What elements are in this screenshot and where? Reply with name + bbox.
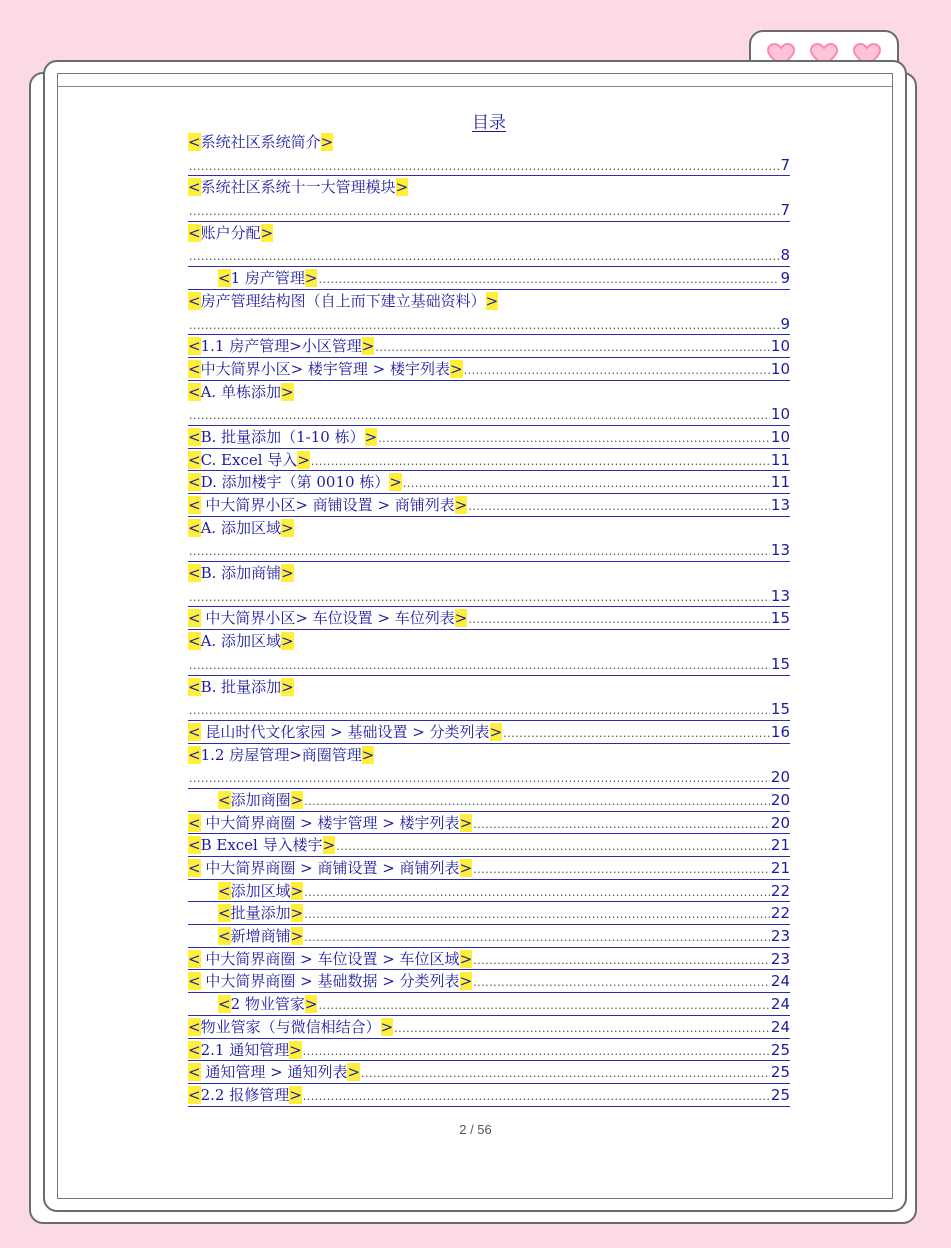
- toc-entry-text: B. 批量添加（1-10 栋）: [200, 427, 365, 446]
- toc-entry[interactable]: [188, 1061, 790, 1084]
- toc-entry[interactable]: [188, 902, 790, 925]
- highlight-bracket: >: [395, 178, 409, 197]
- toc-page-number: 20: [770, 813, 790, 832]
- toc-entry-text: 2.1 通知管理: [200, 1040, 290, 1059]
- toc-entry-text: 新增商铺: [230, 927, 291, 946]
- highlight-bracket: <: [188, 1017, 201, 1036]
- toc-entry[interactable]: [188, 358, 790, 381]
- toc-page-number: 13: [770, 541, 790, 560]
- toc-entry-text: 中大简界商圈 > 商铺设置 > 商铺列表: [200, 859, 460, 877]
- toc-entry[interactable]: [188, 857, 790, 880]
- toc-page-number: 13: [770, 586, 790, 605]
- highlight-bracket: >: [489, 722, 503, 741]
- toc-page-number: 25: [770, 1085, 790, 1104]
- highlight-bracket: >: [459, 949, 473, 968]
- highlight-bracket: >: [280, 518, 294, 537]
- highlight-bracket: <: [188, 133, 201, 151]
- toc-entry-label: [188, 176, 408, 199]
- toc-page-number: 9: [780, 314, 790, 333]
- toc-entry-text: A. 添加区域: [200, 632, 281, 651]
- highlight-bracket: >: [280, 382, 294, 401]
- highlight-bracket: >: [459, 859, 473, 877]
- toc-entry-label: [218, 267, 317, 290]
- toc-entry[interactable]: [188, 562, 790, 585]
- toc-page-number: 23: [770, 927, 790, 946]
- toc-entry[interactable]: [188, 880, 790, 903]
- toc-page-number: 22: [770, 904, 790, 923]
- highlight-bracket: <: [188, 836, 201, 855]
- toc-page-number: 9: [780, 269, 790, 288]
- leader-dots: [189, 768, 770, 791]
- toc-entry[interactable]: [188, 630, 790, 653]
- leader-dots: [189, 587, 770, 610]
- toc-page-number: 11: [770, 450, 790, 469]
- toc-page-number: 10: [770, 427, 790, 446]
- toc-entry[interactable]: [188, 970, 790, 993]
- toc-entry[interactable]: [188, 766, 790, 789]
- leader-dots: [189, 246, 779, 269]
- highlight-bracket: <: [188, 972, 201, 991]
- toc-entry-label: [188, 426, 377, 449]
- toc-entry-text: 房产管理结构图（自上而下建立基础资料）: [200, 291, 486, 310]
- toc-entry[interactable]: [188, 948, 790, 971]
- toc-page-number: 15: [770, 654, 790, 673]
- toc-entry-label: [188, 1016, 393, 1039]
- leader-dots: [311, 451, 770, 474]
- toc-entry-text: 物业管家（与微信相结合）: [200, 1017, 381, 1036]
- highlight-bracket: <: [188, 382, 201, 401]
- toc-page-number: 10: [770, 405, 790, 424]
- toc-page-number: 21: [770, 859, 790, 877]
- toc-entry-text: 系统社区系统简介: [200, 133, 321, 151]
- toc-page-number: 20: [770, 768, 790, 787]
- toc-entry[interactable]: [188, 1039, 790, 1062]
- toc-entry[interactable]: [188, 335, 790, 358]
- highlight-bracket: <: [188, 722, 201, 741]
- toc-entry[interactable]: [188, 607, 790, 630]
- toc-entry-label: [188, 970, 472, 993]
- toc-entry[interactable]: [188, 812, 790, 835]
- highlight-bracket: <: [188, 813, 201, 832]
- toc-entry-text: 1.1 房产管理>小区管理: [200, 337, 362, 356]
- toc-entry[interactable]: [188, 176, 790, 199]
- toc-entry-text: 中大简界小区> 商铺设置 > 商铺列表: [200, 496, 455, 514]
- toc-entry-text: 中大简界商圈 > 车位设置 > 车位区域: [200, 949, 460, 968]
- toc-entry[interactable]: [188, 698, 790, 721]
- leader-dots: [464, 360, 770, 383]
- toc-entry[interactable]: [188, 1084, 790, 1107]
- leader-dots: [503, 723, 770, 746]
- toc-entry-label: [188, 562, 294, 585]
- toc-entry-label: [188, 335, 374, 358]
- highlight-bracket: <: [188, 1085, 201, 1104]
- highlight-bracket: >: [290, 881, 304, 900]
- toc-entry-label: [188, 948, 472, 971]
- leader-dots: [375, 337, 770, 360]
- toc-page-number: 25: [770, 1063, 790, 1082]
- highlight-bracket: <: [188, 427, 201, 446]
- toc-entry[interactable]: [188, 653, 790, 676]
- toc-entry-label: [188, 721, 502, 744]
- toc-entry[interactable]: [188, 244, 790, 267]
- toc-page-number: 20: [770, 790, 790, 809]
- leader-dots: [189, 315, 779, 338]
- highlight-bracket: <: [188, 1040, 201, 1059]
- toc-entry-label: [188, 1061, 360, 1084]
- toc-entry-label: [188, 676, 294, 699]
- toc-page-number: 7: [780, 155, 790, 174]
- toc-entry-label: [218, 902, 303, 925]
- highlight-bracket: >: [304, 995, 318, 1014]
- toc-entry-text: B. 批量添加: [200, 677, 282, 696]
- toc-entry[interactable]: [188, 267, 790, 290]
- toc-page-number: 8: [780, 246, 790, 265]
- highlight-bracket: >: [459, 813, 473, 832]
- toc-entry-text: 添加区域: [230, 881, 291, 900]
- highlight-bracket: >: [485, 291, 499, 310]
- highlight-bracket: <: [218, 269, 231, 288]
- toc-entry-text: 批量添加: [230, 904, 291, 923]
- page-indicator: 2 / 56: [459, 1122, 492, 1137]
- toc-page-number: 23: [770, 949, 790, 968]
- highlight-bracket: >: [290, 904, 304, 923]
- toc-entry-label: [188, 381, 294, 404]
- toc-entry[interactable]: [188, 131, 790, 154]
- toc-entry-text: 2 物业管家: [230, 995, 305, 1014]
- toc-entry[interactable]: [188, 789, 790, 812]
- highlight-bracket: <: [188, 291, 201, 310]
- toc-entry-text: 中大简界小区> 车位设置 > 车位列表: [200, 609, 455, 628]
- highlight-bracket: <: [188, 859, 201, 877]
- leader-dots: [403, 473, 770, 496]
- highlight-bracket: <: [188, 223, 201, 242]
- toc-entry-text: A. 单栋添加: [200, 382, 281, 401]
- toc-entry-label: [188, 607, 467, 630]
- highlight-bracket: >: [361, 337, 375, 356]
- toc-page-number: 10: [770, 359, 790, 378]
- leader-dots: [189, 405, 770, 428]
- toc-entry-text: 1.2 房屋管理>商圈管理: [200, 745, 362, 764]
- highlight-bracket: >: [260, 223, 274, 242]
- toc-entry[interactable]: [188, 744, 790, 767]
- highlight-bracket: <: [188, 496, 201, 514]
- highlight-bracket: <: [218, 995, 231, 1014]
- leader-dots: [189, 541, 770, 564]
- toc-entry-label: [218, 880, 303, 903]
- toc-entry-label: [188, 471, 402, 494]
- toc-entry-text: 添加商圈: [230, 790, 291, 809]
- highlight-bracket: >: [389, 473, 402, 492]
- leader-dots: [394, 1018, 770, 1041]
- highlight-bracket: >: [450, 359, 463, 378]
- toc-title[interactable]: 目录: [472, 113, 506, 133]
- leader-dots: [304, 904, 770, 927]
- toc-entry-text: C. Excel 导入: [200, 450, 298, 469]
- highlight-bracket: <: [218, 927, 231, 946]
- highlight-bracket: >: [290, 790, 304, 809]
- highlight-bracket: >: [361, 745, 375, 764]
- highlight-bracket: <: [188, 609, 201, 628]
- toc-entry[interactable]: [188, 154, 790, 177]
- toc-entry-text: D. 添加楼宇（第 0010 栋）: [200, 473, 390, 492]
- leader-dots: [304, 927, 770, 950]
- toc-entry-label: [188, 358, 463, 381]
- toc-entry[interactable]: [188, 585, 790, 608]
- toc-page-number: 13: [770, 496, 790, 514]
- highlight-bracket: <: [218, 881, 231, 900]
- toc-entry-label: [188, 630, 294, 653]
- toc-entry[interactable]: [188, 494, 790, 517]
- leader-dots: [361, 1063, 770, 1086]
- highlight-bracket: >: [281, 564, 294, 583]
- toc-page-number: 10: [770, 337, 790, 356]
- toc-entry[interactable]: [188, 539, 790, 562]
- highlight-bracket: <: [188, 450, 201, 469]
- toc-entry-label: [188, 131, 333, 154]
- toc-entry-text: B. 添加商铺: [200, 564, 282, 583]
- toc-entry-label: [188, 517, 294, 540]
- toc-entry[interactable]: [188, 471, 790, 494]
- leader-dots: [304, 791, 770, 814]
- toc-entry-label: [188, 744, 374, 767]
- toc-entry[interactable]: [188, 834, 790, 857]
- leader-dots: [189, 156, 779, 179]
- highlight-bracket: <: [188, 745, 201, 764]
- page-top-rule: [58, 86, 892, 87]
- leader-dots: [473, 859, 770, 882]
- toc-page-number: 15: [770, 609, 790, 628]
- highlight-bracket: >: [454, 496, 468, 514]
- leader-dots: [318, 995, 769, 1018]
- toc-entry[interactable]: [188, 199, 790, 222]
- toc-entry-label: [218, 993, 317, 1016]
- highlight-bracket: >: [289, 1040, 302, 1059]
- highlight-bracket: >: [322, 836, 336, 855]
- leader-dots: [189, 655, 770, 678]
- highlight-bracket: <: [188, 677, 201, 696]
- toc-entry-label: [188, 834, 335, 857]
- toc-entry-text: 昆山时代文化家园 > 基础设置 > 分类列表: [200, 722, 490, 741]
- leader-dots: [473, 972, 770, 995]
- toc-entry[interactable]: [188, 721, 790, 744]
- leader-dots: [189, 201, 779, 224]
- toc-page-number: 24: [770, 1017, 790, 1036]
- leader-dots: [336, 836, 770, 859]
- toc-page-number: 22: [770, 881, 790, 900]
- toc-page-number: 24: [770, 972, 790, 991]
- leader-dots: [304, 882, 770, 905]
- highlight-bracket: >: [290, 927, 304, 946]
- highlight-bracket: <: [188, 632, 201, 651]
- toc-page-number: 25: [770, 1040, 790, 1059]
- leader-dots: [303, 1041, 770, 1064]
- highlight-bracket: <: [188, 337, 201, 356]
- toc-page-number: 24: [770, 995, 790, 1014]
- table-of-contents: [188, 131, 790, 1107]
- toc-entry[interactable]: [188, 449, 790, 472]
- highlight-bracket: <: [188, 1063, 201, 1082]
- toc-entry-label: [188, 1039, 302, 1062]
- toc-entry[interactable]: [188, 222, 790, 245]
- highlight-bracket: >: [364, 427, 378, 446]
- toc-entry[interactable]: [188, 925, 790, 948]
- highlight-bracket: <: [218, 904, 231, 923]
- toc-page-number: 7: [780, 201, 790, 220]
- highlight-bracket: <: [188, 473, 201, 492]
- toc-entry[interactable]: [188, 517, 790, 540]
- toc-entry-text: 1 房产管理: [230, 269, 305, 288]
- leader-dots: [318, 269, 779, 292]
- toc-page-number: 16: [770, 722, 790, 741]
- toc-entry-label: [188, 857, 472, 880]
- highlight-bracket: >: [320, 133, 334, 151]
- highlight-bracket: >: [459, 972, 473, 991]
- toc-entry-text: 通知管理 > 通知列表: [200, 1063, 348, 1082]
- leader-dots: [378, 428, 770, 451]
- highlight-bracket: >: [297, 450, 310, 469]
- toc-entry-text: 2.2 报修管理: [200, 1085, 290, 1104]
- toc-entry-text: B Excel 导入楼宇: [200, 836, 323, 855]
- highlight-bracket: <: [218, 790, 231, 809]
- toc-entry-label: [188, 1084, 302, 1107]
- highlight-bracket: <: [188, 178, 201, 197]
- toc-entry[interactable]: [188, 381, 790, 404]
- highlight-bracket: >: [347, 1063, 361, 1082]
- toc-entry-text: 中大简界小区> 楼宇管理 > 楼宇列表: [200, 359, 451, 378]
- leader-dots: [189, 700, 770, 723]
- highlight-bracket: >: [281, 677, 294, 696]
- toc-entry-text: 账户分配: [200, 223, 261, 242]
- toc-page-number: 21: [770, 836, 790, 855]
- highlight-bracket: >: [380, 1017, 394, 1036]
- toc-entry-label: [188, 449, 310, 472]
- toc-entry-label: [188, 222, 273, 245]
- highlight-bracket: >: [454, 609, 468, 628]
- leader-dots: [468, 496, 770, 519]
- highlight-bracket: <: [188, 564, 201, 583]
- leader-dots: [473, 950, 770, 973]
- toc-entry[interactable]: [188, 993, 790, 1016]
- toc-entry-label: [188, 812, 472, 835]
- toc-page-number: 15: [770, 700, 790, 719]
- highlight-bracket: >: [280, 632, 294, 651]
- toc-page-number: 11: [770, 473, 790, 492]
- toc-entry[interactable]: [188, 290, 790, 313]
- toc-entry-label: [218, 789, 303, 812]
- toc-entry[interactable]: [188, 676, 790, 699]
- toc-entry[interactable]: [188, 1016, 790, 1039]
- leader-dots: [303, 1086, 770, 1109]
- highlight-bracket: <: [188, 359, 201, 378]
- toc-entry-label: [188, 494, 467, 517]
- leader-dots: [473, 814, 770, 837]
- highlight-bracket: >: [289, 1085, 302, 1104]
- leader-dots: [468, 609, 770, 632]
- toc-entry-label: [218, 925, 303, 948]
- toc-entry-label: [188, 290, 498, 313]
- toc-entry[interactable]: [188, 426, 790, 449]
- toc-entry-text: 中大简界商圈 > 基础数据 > 分类列表: [200, 972, 460, 991]
- toc-entry-text: 中大简界商圈 > 楼宇管理 > 楼宇列表: [200, 813, 460, 832]
- toc-entry-text: 系统社区系统十一大管理模块: [200, 178, 396, 197]
- toc-entry-text: A. 添加区域: [200, 518, 281, 537]
- toc-entry[interactable]: [188, 403, 790, 426]
- highlight-bracket: >: [304, 269, 318, 288]
- highlight-bracket: <: [188, 518, 201, 537]
- toc-entry[interactable]: [188, 313, 790, 336]
- highlight-bracket: <: [188, 949, 201, 968]
